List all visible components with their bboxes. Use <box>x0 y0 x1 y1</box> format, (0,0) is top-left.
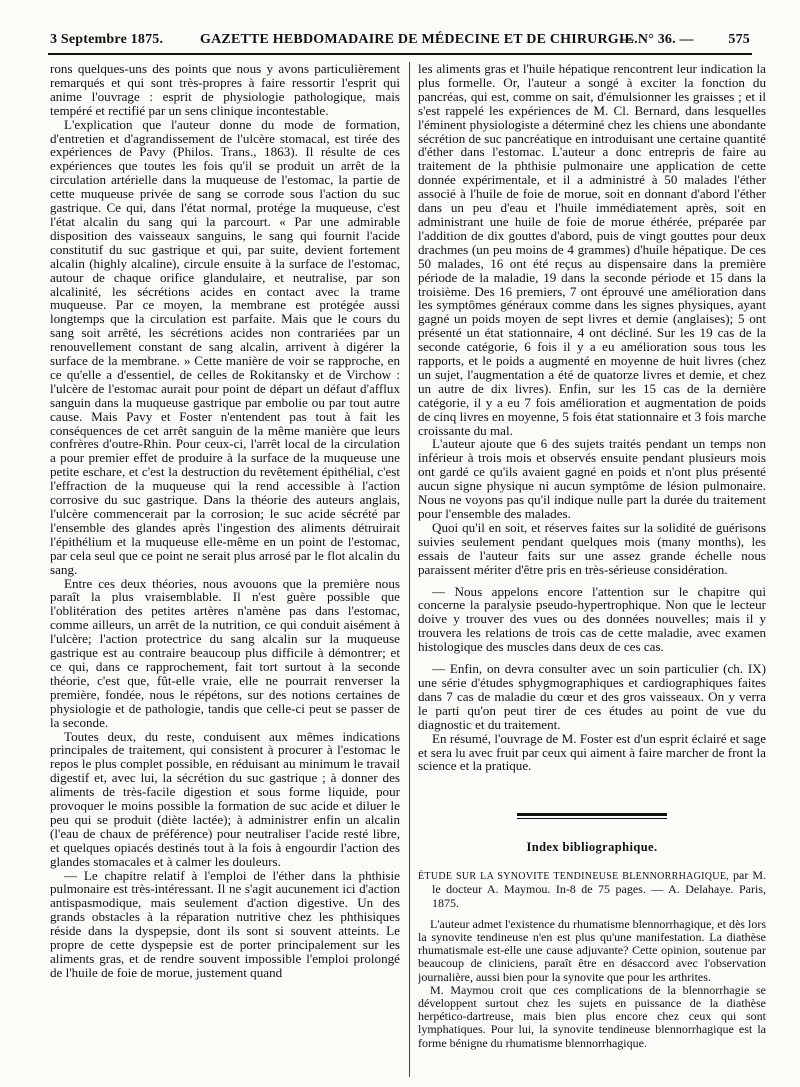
left-column <box>50 62 400 1082</box>
header-date: 3 Septembre 1875. <box>50 32 164 47</box>
header-page-number: 575 <box>728 32 750 47</box>
entry-title: ÉTUDE SUR LA SYNOVITE TENDINEUSE BLENNORRHAGIQUE, <box>418 871 730 883</box>
column-divider <box>409 62 410 1077</box>
right-paragraph-6: En résumé, l'ouvrage de M. Foster est d'un esprit éclairé et sage et sera lu avec fruit par ceux qui aiment à faire marcher de front la science et la pratique. <box>418 730 766 774</box>
header-issue-number: — N° 36. — <box>620 32 694 47</box>
left-paragraph-5: — Le chapitre relatif à l'emploi de l'éther dans la phthisie pulmonaire est très-intéressant. Il ne s'agit aucunement ici d'action antispasmodique, mais seulement d'action digestive. Un des grands obstacles à la réparation nutritive chez les phthisiques réside dans la dyspepsie, dont ils sont si souvent atteints. Le propre de cette dyspepsie est de porter principalement sur les aliments gras, et de rendre souvent impossible l'emploi prolongé de l'huile de foie de morue, justement quand <box>50 867 400 980</box>
bibliography-section <box>418 869 766 1050</box>
bibliography-paragraph-2: M. Maymou croit que ces complications de la blennorrhagie se développent surtout chez les sujets en puissance de la diathèse herpético-dartreuse, mais bien plus encore chez ceux qui sont lymphatiques. Pour lui, la synovite tendineuse blennorrhagique est la forme bénigne du rhumatisme blennorrhagique. <box>418 982 766 1050</box>
header-journal-title: GAZETTE HEBDOMADAIRE DE MÉDECINE ET DE CHIRURGIE. <box>200 32 638 47</box>
right-paragraph-5: — Enfin, on devra consulter avec un soin particulier (ch. IX) une série d'études sphygmographiques et cardiographiques faites dans 7 cas de maladie du cœur et des gros vaisseaux. On y verra le parti qu'on peut tirer de ces études au point de vue du diagnostic et du traitement. <box>418 661 766 732</box>
left-paragraph-4: Toutes deux, du reste, conduisent aux mêmes indications principales de traitement, qui consistent à procurer à l'estomac le repos le plus complet possible, en réduisant au minimum le travail digestif et, avec lui, la sécrétion du suc gastrique ; à donner des aliments de très-facile digestion et sous forme liquide, pour provoquer le moins possible la formation de suc acide et diluer le peu qui se produit (diète lactée); à administrer enfin un alcalin (l'eau de chaux de préférence) pour neutraliser l'acide resté libre, et quelques opiacés destinés tout à la fois à engourdir l'action des glandes stomacales et à calmer les douleurs. <box>50 728 400 869</box>
bibliography-paragraph-1: L'auteur admet l'existence du rhumatisme blennorrhagique, et dès lors la synovite tendineuse n'en est plus qu'une manifestation. La diathèse rhumatismale est-elle une cause adjuvante? Cette opinion, soutenue par beaucoup de cliniciens, paraît être en désaccord avec l'observation journalière, aussi bien pour la synovite que pour les arthrites. <box>418 916 766 984</box>
right-paragraph-3: Quoi qu'il en soit, et réserves faites sur la solidité de guérisons suivies seulement pendant quelques mois (many months), les essais de l'auteur faits sur une assez grande échelle nous paraissent mériter d'être pris en très-sérieuse considération. <box>418 519 766 577</box>
section-separator <box>517 813 667 816</box>
header-rule <box>48 53 752 55</box>
left-paragraph-1: rons quelques-uns des points que nous y avons particulièrement remarqués et qui sont très-propres à faire ressortir l'esprit qui anime l'ouvrage : esprit de physiologie pathologique, mais tempéré et rectifié par un sens clinique incontestable. <box>50 62 400 118</box>
section-separator-thin <box>517 818 667 819</box>
right-paragraph-1: les aliments gras et l'huile hépatique rencontrent leur indication la plus formelle. Or, l'auteur a songé à exciter la fonction du pancréas, qui est, comme on sait, d'émulsionner les graisses ; et il s'est rappelé les expériences de M. Cl. Bernard, dans lesquelles l'éminent physiologiste a déterminé chez les chiens une abondante sécrétion de suc pancréatique en introduisant une certaine quantité d'éther dans l'estomac. L'auteur a donc entrepris de faire au traitement de la phthisie pulmonaire une application de cette donnée expérimentale, et il a administré à 50 malades l'éther associé à l'huile de foie de morue, soit en donnant d'abord l'éther dans un peu d'eau et l'huile immédiatement après, soit en administrant une huile de foie de morue éthérée, préparée par l'addition de dix gouttes d'abord, puis de vingt gouttes pour deux drachmes (un peu moins de 4 grammes) d'huile hépatique. De ces 50 malades, 16 ont été reçus au dispensaire dans la première période de la maladie, 19 dans la seconde période et 15 dans la troisième. Des 16 premiers, 7 ont éprouvé une amélioration dans les symptômes généraux comme dans les signes physiques, ayant gagné un poids moyen de sept livres et demie (anglaises); 5 ont présenté un état stationnaire, 4 ont décliné. Sur les 19 cas de la seconde catégorie, 6 fois il y a eu amélioration sous tous les rapports, et le poids a augmenté en moyenne de huit livres (chez un sujet, l'augmentation a été de quatorze livres et demie, et chez un autre de dix livres). Enfin, sur les 15 cas de la dernière catégorie, il y a eu 7 fois amélioration et augmentation de poids de cinq livres en moyenne, 5 fois état stationnaire et 3 fois marche croissante du mal. <box>418 62 766 438</box>
right-column <box>418 62 766 1082</box>
left-paragraph-2: L'explication que l'auteur donne du mode de formation, d'entretien et d'agrandissement de l'ulcère stomacal, est tirée des expériences de Pavy (Philos. Trans., 1863). Il résulte de ces expériences que toutes les fois qu'il se produit un arrêt de la circulation artérielle dans la muqueuse de l'estomac, la partie de cette muqueuse privée de sang se corrode sous l'action du suc gastrique. Ce qui, dans l'état normal, protége la muqueuse, c'est l'état alcalin du sang qui la parcourt. « Par une admirable disposition des vaisseaux sanguins, le sang qui fournit l'acide constitutif du suc gastrique et qui, par suite, devient fortement alcalin (highly alcaline), circule ensuite à la surface de l'estomac, autour de chaque orifice glandulaire, et neutralise, par son alcalinité, les sécrétions acides en contact avec la trame muqueuse. Par ce moyen, la membrane est protégée aussi longtemps que la circulation est parfaite. Mais que le cours du sang soit arrêté, les sécrétions acides non contrariées par un renouvellement constant de sang alcalin, arrivent à digérer la surface de la membrane. » Cette manière de voir se rapproche, en ce qu'elle a d'essentiel, de celles de Rokitansky et de Virchow : l'ulcère de l'estomac aurait pour point de départ un défaut d'afflux sanguin dans la muqueuse gastrique par embolie ou par tout autre cause. Mais Pavy et Foster n'entendent pas tout à fait les conséquences de cet arrêt sanguin de la même manière que leurs confrères d'outre-Rhin. Pour ceux-ci, l'arrêt local de la circulation a pour premier effet de produire à la surface de la muqueuse une petite eschare, et c'est la destruction du revêtement épithélial, c'est l'effraction de la muqueuse qui la rend accessible à l'action corrosive du suc gastrique. Dans la théorie des auteurs anglais, l'ulcère commencerait par la corrosion; le suc acide sécrété par l'ensemble des glandes après l'ingestion des aliments détruirait l'épithélium et la muqueuse elle-même en un point de l'estomac, par cela seul que ce point ne serait plus arrosé par le flot alcalin du sang. <box>50 116 400 577</box>
right-paragraph-2: L'auteur ajoute que 6 des sujets traités pendant un temps non inférieur à trois mois et observés ensuite pendant plusieurs mois ont gardé ce qu'ils avaient gagné en poids et n'ont plus présenté aucun signe physique ni aucun symptôme de lésion pulmonaire. Nous ne voyons pas qu'il indique nulle part la durée du traitement pour l'ensemble des malades. <box>418 436 766 521</box>
running-header <box>50 32 750 52</box>
right-paragraph-4: — Nous appelons encore l'attention sur le chapitre qui concerne la paralysie pseudo-hypertrophique. Non que le lecteur doive y trouver des vues ou des données nouvelles; mais il y trouvera les relations de trois cas de cette maladie, avec examen histologique des muscles dans deux de ces cas. <box>418 583 766 655</box>
bibliography-heading: Index bibliographique. <box>526 840 658 855</box>
bibliography-entry <box>418 869 766 910</box>
entry-details: par M. le docteur A. Maymou. In-8 de 75 pages. — A. Delahaye. Paris, 1875. <box>432 868 766 910</box>
left-paragraph-3: Entre ces deux théories, nous avouons que la première nous paraît la plus vraisemblable. Il n'est guère possible que l'oblitération des petites artères n'amène pas dans l'estomac, comme ailleurs, un arrêt de la nutrition, ce qui conduit aisément à l'ulcère; l'action protectrice du sang alcalin sur la muqueuse gastrique est au contraire beaucoup plus difficile à démontrer; et ce qui, dans ce rapprochement, fait tort surtout à la seconde théorie, c'est que, fût-elle vraie, elle ne pourrait renverser la première, fondée, nous le répétons, sur des notions certaines de physiologie et de pathologie, tandis que celle-ci peut se passer de la seconde. <box>50 575 400 730</box>
